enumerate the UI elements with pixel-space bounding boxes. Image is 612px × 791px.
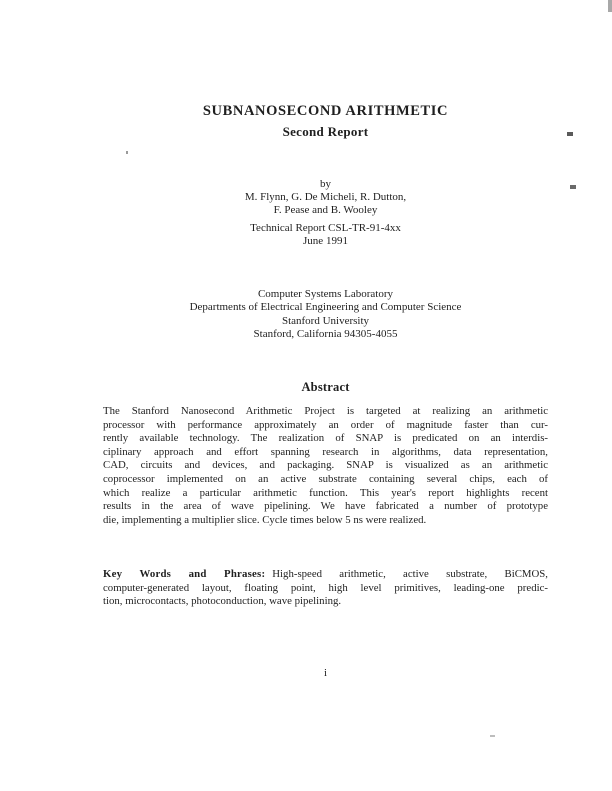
abstract-line: coprocessor implemented on an active substrate containing several chips, each of <box>103 472 548 485</box>
abstract-line: processor with performance approximately an order of magnitude faster than cur- <box>103 418 548 431</box>
scan-speck <box>490 735 495 737</box>
abstract-line: results in the area of wave pipelining. We have fabricated a number of prototype <box>103 500 548 513</box>
institution-laboratory: Computer Systems Laboratory <box>257 288 394 300</box>
institution-departments: Departments of Electrical Engineering and Computer Science <box>189 301 462 314</box>
document-title: SUBNANOSECOND ARITHMETIC <box>202 103 449 119</box>
abstract-line: die, implementing a multiplier slice. Cycle times below 5 ns were realized. <box>103 513 427 526</box>
authors-line-2: F. Pease and B. Wooley <box>273 204 378 216</box>
abstract-line: The Stanford Nanosecond Arithmetic Project is targeted at realizing an arithmetic <box>103 405 548 417</box>
keywords-line: tion, microcontacts, photoconduction, wave pipelining. <box>103 595 342 608</box>
keywords-paragraph <box>103 568 548 609</box>
abstract-paragraph <box>103 405 548 527</box>
abstract-line: ciplinary approach and effort spanning research in algorithms, data representation, <box>103 445 548 458</box>
authors-line-1: M. Flynn, G. De Micheli, R. Dutton, <box>244 191 407 203</box>
page-number: i <box>323 667 328 679</box>
institution-block <box>103 288 548 342</box>
document-subtitle: Second Report <box>282 124 369 139</box>
keywords-line: computer-generated layout, floating point, high level primitives, leading-one predic- <box>103 581 548 594</box>
institution-university: Stanford University <box>281 314 370 327</box>
institution-address: Stanford, California 94305-4055 <box>253 328 398 341</box>
abstract-heading: Abstract <box>301 380 350 394</box>
byline: by <box>320 178 331 190</box>
keywords-text: High-speed arithmetic, active substrate, BiCMOS, <box>272 568 548 580</box>
scan-speck <box>570 185 576 189</box>
abstract-line: rently available technology. The realization of SNAP is predicated on an interdis- <box>103 432 548 445</box>
scan-speck <box>126 151 128 154</box>
report-date: June 1991 <box>303 235 348 247</box>
keywords-label: Key Words and Phrases: <box>103 568 266 580</box>
scan-speck <box>567 132 573 136</box>
abstract-line: CAD, circuits and devices, and packaging. SNAP is visualized as an arithmetic <box>103 459 548 472</box>
keywords-line <box>103 568 548 582</box>
report-number: Technical Report CSL-TR-91-4xx <box>250 222 401 234</box>
abstract-line: which realize a particular arithmetic function. This year's report highlights recent <box>103 486 548 499</box>
page-edge-mark <box>608 0 612 12</box>
